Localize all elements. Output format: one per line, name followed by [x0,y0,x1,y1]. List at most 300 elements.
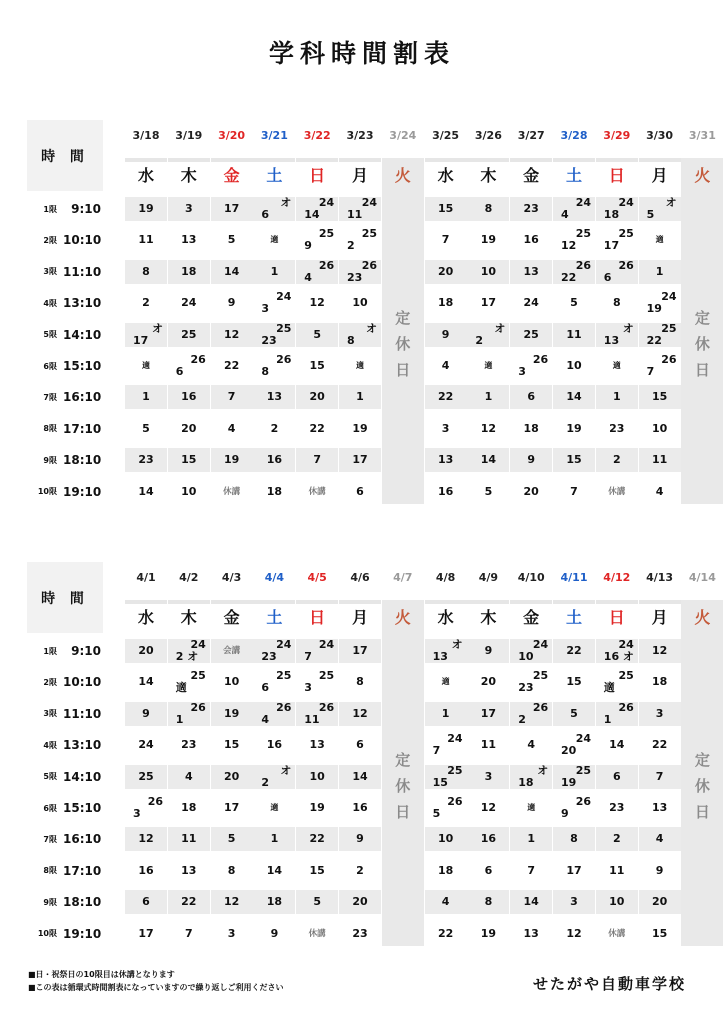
period-label [27,197,103,221]
class-cell: 休講 [596,922,638,946]
weekday-header: 木 [168,600,210,631]
class-cell: 4 [639,480,681,504]
class-cell [339,260,381,284]
period-label [27,890,103,914]
class-cell: 4 [168,765,210,789]
class-cell: 17 [211,197,253,221]
class-cell: 10 [596,890,638,914]
period-number: 6限 [43,361,57,371]
class-cell: 14 [467,448,509,472]
class-cell [510,670,552,694]
class-cell: 3 [467,765,509,789]
lesson-superscript: オ [451,638,463,651]
weekday-header: 日 [296,158,338,189]
class-cell: 22 [425,922,467,946]
class-cell: 13 [253,385,295,409]
class-cell: 2 [596,827,638,851]
class-cell: 12 [467,417,509,441]
class-cell: 休講 [211,480,253,504]
class-cell: 12 [339,702,381,726]
lesson-superscript: 26 [276,700,292,714]
period-label [27,922,103,946]
weekday-header: 火 [681,158,723,189]
class-cell: 9 [639,859,681,883]
class-cell: 20 [211,765,253,789]
lesson-superscript: 26 [532,700,549,714]
class-cell: 18 [425,859,467,883]
weekday-header: 金 [211,600,253,631]
date-header: 3/19 [175,129,203,142]
lesson-number: 13 [603,333,620,347]
date-header: 4/5 [307,571,327,584]
class-cell: 適 [467,354,509,378]
class-cell [553,765,595,789]
lesson-number: 20 [561,744,577,758]
class-cell: 18 [253,480,295,504]
class-cell: 18 [168,260,210,284]
class-cell [639,354,681,378]
lesson-superscript: 26 [190,700,206,714]
class-cell [553,197,595,221]
class-cell: 12 [296,291,338,315]
class-cell: 6 [510,385,552,409]
date-header: 4/4 [264,571,285,584]
class-cell: 10 [425,827,467,851]
lesson-superscript: オ [280,763,292,777]
class-cell: 22 [296,417,338,441]
class-cell: 24 [168,291,210,315]
period-number: 3限 [43,267,57,277]
weekday-header: 水 [425,158,467,189]
time-header-label: 時 間 [41,590,89,607]
class-cell: 22 [553,639,595,663]
weekday-header: 日 [596,600,638,631]
class-cell: 適 [596,354,638,378]
note-line: ■この表は循環式時間割表になっていますので繰り返しご利用ください [28,983,284,992]
class-cell: 7 [639,765,681,789]
school-name: せたがや自動車学校 [532,975,686,993]
lesson-number: 6 [603,270,612,284]
date-header: 3/29 [603,129,631,142]
lesson-number: 2 [518,712,526,726]
lesson-number: 23 [261,650,277,663]
class-cell: 休講 [596,480,638,504]
class-cell: 11 [467,733,509,757]
class-cell [510,354,552,378]
class-cell: 20 [168,417,210,441]
lesson-superscript: 25 [190,669,206,683]
class-cell: 8 [125,260,167,284]
class-cell: 16 [467,827,509,851]
period-time: 17:10 [63,421,102,436]
date-header: 3/23 [346,129,374,142]
period-number: 8限 [43,424,57,434]
lesson-number: 16 オ [603,650,634,663]
class-cell: 19 [211,448,253,472]
class-cell: 11 [125,228,167,252]
time-header [27,562,103,633]
class-cell: 3 [211,922,253,946]
period-label [27,733,103,757]
class-cell [553,228,595,252]
class-cell: 14 [553,385,595,409]
class-cell: 23 [596,796,638,820]
lesson-number: 8 [347,333,355,347]
weekday-header: 木 [168,158,210,189]
class-cell: 適 [339,354,381,378]
period-time: 19:10 [63,484,102,499]
lesson-superscript: 26 [575,258,591,272]
lesson-superscript: 24 [661,290,677,304]
period-time: 9:10 [71,202,101,216]
class-cell: 10 [168,480,210,504]
class-cell: 10 [553,354,595,378]
lesson-number: 3 [304,681,312,695]
class-cell: 15 [296,354,338,378]
class-cell: 22 [296,827,338,851]
class-cell: 休講 [296,922,338,946]
class-cell: 3 [553,890,595,914]
lesson-superscript: 25 [661,321,677,335]
lesson-superscript: 25 [618,669,634,683]
class-cell: 7 [425,228,467,252]
class-cell: 7 [510,859,552,883]
class-cell [510,639,552,663]
weekday-header: 水 [425,600,467,631]
class-cell: 14 [125,670,167,694]
class-cell: 23 [596,417,638,441]
class-cell: 1 [467,385,509,409]
class-cell: 19 [467,228,509,252]
lesson-superscript: 24 [447,732,463,746]
class-cell: 12 [639,639,681,663]
class-cell: 1 [339,385,381,409]
class-cell: 1 [510,827,552,851]
class-cell: 20 [510,480,552,504]
class-cell: 14 [253,859,295,883]
weekday-header: 土 [253,600,295,631]
class-cell: 2 [339,859,381,883]
class-cell: 1 [125,385,167,409]
lesson-number: 7 [646,365,655,378]
closed-day-label: 休 [694,776,710,795]
class-cell [253,323,295,347]
period-time: 10:10 [63,233,102,248]
class-cell: 15 [296,859,338,883]
closed-day-label: 日 [395,360,411,379]
class-cell: 7 [211,385,253,409]
lesson-number: 19 [561,775,577,789]
lesson-number: 7 [432,744,441,758]
class-cell: 20 [425,260,467,284]
period-time: 16:10 [63,390,102,405]
class-cell: 20 [339,890,381,914]
date-header: 3/27 [517,129,545,142]
class-cell [553,260,595,284]
class-cell: 23 [510,197,552,221]
period-label [27,765,103,789]
class-cell [639,323,681,347]
lesson-superscript: 25 [447,763,463,777]
class-cell [639,291,681,315]
class-cell: 8 [211,859,253,883]
weekday-header: 日 [596,158,638,189]
class-cell: 19 [467,922,509,946]
lesson-superscript: 26 [361,258,377,272]
lesson-number: 7 [304,650,312,663]
lesson-number: 17 [133,333,149,347]
class-cell [596,639,638,663]
lesson-number: 適 [603,681,615,695]
weekday-header: 日 [296,600,338,631]
class-cell [596,323,638,347]
class-cell [339,197,381,221]
lesson-superscript: オ [665,196,677,209]
class-cell: 22 [168,890,210,914]
class-cell: 2 [125,291,167,315]
class-cell: 17 [339,639,381,663]
period-number: 2限 [43,235,57,245]
period-number: 10限 [37,929,57,939]
lesson-superscript: 24 [361,196,377,209]
class-cell: 14 [211,260,253,284]
class-cell: 18 [425,291,467,315]
lesson-number: 3 [518,365,526,378]
lesson-number: 18 [518,775,534,789]
date-header: 4/1 [136,571,156,584]
class-cell [296,228,338,252]
lesson-superscript: オ [152,321,163,335]
weekday-header: 土 [553,158,595,189]
lesson-superscript: オ [622,321,634,335]
period-number: 4限 [43,298,57,308]
class-cell: 25 [510,323,552,347]
lesson-number: 18 [603,208,620,221]
period-number: 4限 [43,740,57,750]
lesson-number: 13 [432,650,448,663]
closed-day-label: 定 [395,308,411,327]
weekday-header: 金 [510,158,552,189]
date-header: 4/10 [517,571,545,584]
class-cell: 24 [510,291,552,315]
weekday-header: 月 [639,600,681,631]
lesson-superscript: 24 [618,196,634,209]
class-cell: 6 [339,733,381,757]
closed-day-label: 日 [395,802,411,821]
class-cell: 25 [125,765,167,789]
date-header: 4/9 [478,571,499,584]
lesson-number: 3 [261,302,270,316]
closed-day-label: 休 [694,334,710,353]
class-cell: 1 [253,827,295,851]
class-cell: 5 [553,702,595,726]
period-label [27,385,103,409]
lesson-number: 19 [646,302,662,316]
class-cell [253,670,295,694]
class-cell: 13 [425,448,467,472]
lesson-superscript: 26 [276,353,292,366]
weekday-header: 火 [382,600,424,631]
class-cell: 23 [339,922,381,946]
period-number: 5限 [43,330,57,340]
note-line: ■日・祝祭日の10限目は休講となります [28,970,175,979]
date-header: 4/3 [221,571,242,584]
weekday-header: 金 [510,600,552,631]
lesson-number: 9 [561,807,569,820]
class-cell: 適 [510,796,552,820]
lesson-superscript: 24 [276,290,292,304]
class-cell: 4 [639,827,681,851]
class-cell: 14 [125,480,167,504]
lesson-number: 23 [347,270,363,284]
weekday-header: 木 [467,600,509,631]
lesson-number: 23 [261,333,277,347]
class-cell [168,702,210,726]
period-number: 7限 [43,392,57,402]
period-label [27,228,103,252]
class-cell: 3 [425,417,467,441]
lesson-superscript: 24 [532,638,549,651]
class-cell [296,197,338,221]
class-cell: 12 [467,796,509,820]
class-cell: 14 [339,765,381,789]
class-cell: 16 [510,228,552,252]
lesson-superscript: 25 [276,321,292,335]
class-cell: 17 [211,796,253,820]
lesson-superscript: オ [537,763,549,777]
time-header [27,120,103,191]
lesson-number: 適 [175,681,187,695]
period-label [27,260,103,284]
class-cell: 4 [211,417,253,441]
lesson-number: 4 [261,712,270,726]
closed-day-label: 定 [694,750,710,769]
closed-day-label: 休 [395,776,411,795]
class-cell: 16 [125,859,167,883]
lesson-superscript: 26 [661,353,677,366]
class-cell: 4 [425,890,467,914]
lesson-number: 6 [175,365,184,378]
class-cell: 16 [425,480,467,504]
lesson-superscript: 25 [361,227,377,241]
class-cell: 8 [339,670,381,694]
class-cell: 6 [339,480,381,504]
period-number: 5限 [43,772,57,782]
lesson-superscript: オ [494,321,506,335]
lesson-number: 1 [603,712,612,726]
class-cell: 13 [639,796,681,820]
lesson-superscript: オ [366,321,377,335]
lesson-number: 10 [518,650,534,663]
period-number: 3限 [43,709,57,719]
class-cell: 6 [125,890,167,914]
period-number: 6限 [43,803,57,813]
lesson-superscript: 26 [618,700,634,714]
lesson-superscript: 26 [318,258,335,272]
lesson-superscript: オ [280,196,292,209]
class-cell: 12 [125,827,167,851]
lesson-superscript: 25 [575,763,591,777]
date-header: 4/13 [646,571,674,584]
class-cell [553,733,595,757]
lesson-number: 15 [432,775,448,789]
lesson-number: 9 [304,239,312,253]
class-cell: 1 [253,260,295,284]
class-cell: 14 [596,733,638,757]
class-cell: 13 [168,228,210,252]
class-cell: 19 [211,702,253,726]
class-cell: 5 [211,228,253,252]
period-time: 10:10 [63,675,102,690]
period-time: 15:10 [63,359,102,373]
weekday-header: 月 [339,158,381,189]
period-number: 9限 [43,455,57,465]
class-cell [125,796,167,820]
class-cell: 17 [553,859,595,883]
class-cell [553,796,595,820]
lesson-number: 6 [261,208,270,221]
class-cell: 会講 [211,639,253,663]
class-cell [425,639,467,663]
class-cell: 25 [168,323,210,347]
date-header: 3/25 [432,129,460,142]
lesson-number: 2 [475,333,484,347]
class-cell [253,197,295,221]
class-cell: 9 [467,639,509,663]
class-cell: 5 [296,890,338,914]
date-header: 3/18 [132,129,160,142]
date-header: 4/6 [350,571,370,584]
class-cell: 13 [510,260,552,284]
period-time: 13:10 [63,296,102,311]
lesson-number: 4 [304,270,312,284]
weekday-header: 月 [339,600,381,631]
period-label [27,291,103,315]
weekday-header: 水 [125,158,167,189]
class-cell: 22 [639,733,681,757]
class-cell: 11 [639,448,681,472]
lesson-number: 22 [561,270,577,284]
class-cell: 24 [125,733,167,757]
class-cell: 5 [211,827,253,851]
class-cell: 17 [125,922,167,946]
class-cell: 20 [125,639,167,663]
period-label [27,670,103,694]
lesson-number: 3 [133,807,141,820]
class-cell: 15 [211,733,253,757]
date-header: 4/2 [179,571,199,584]
lesson-superscript: 26 [618,258,634,272]
lesson-superscript: 25 [575,227,591,241]
class-cell: 適 [253,796,295,820]
class-cell [168,639,210,663]
lesson-number: 5 [432,807,441,820]
lesson-number: 6 [261,681,270,695]
period-time: 16:10 [63,832,102,847]
class-cell [596,702,638,726]
lesson-superscript: 24 [618,638,634,651]
lesson-superscript: 24 [575,732,591,746]
class-cell: 22 [425,385,467,409]
class-cell: 4 [425,354,467,378]
period-label [27,639,103,663]
class-cell: 14 [510,890,552,914]
class-cell: 20 [639,890,681,914]
class-cell: 22 [211,354,253,378]
footer-notes [28,968,284,994]
class-cell: 15 [639,922,681,946]
date-header: 4/11 [560,571,588,584]
